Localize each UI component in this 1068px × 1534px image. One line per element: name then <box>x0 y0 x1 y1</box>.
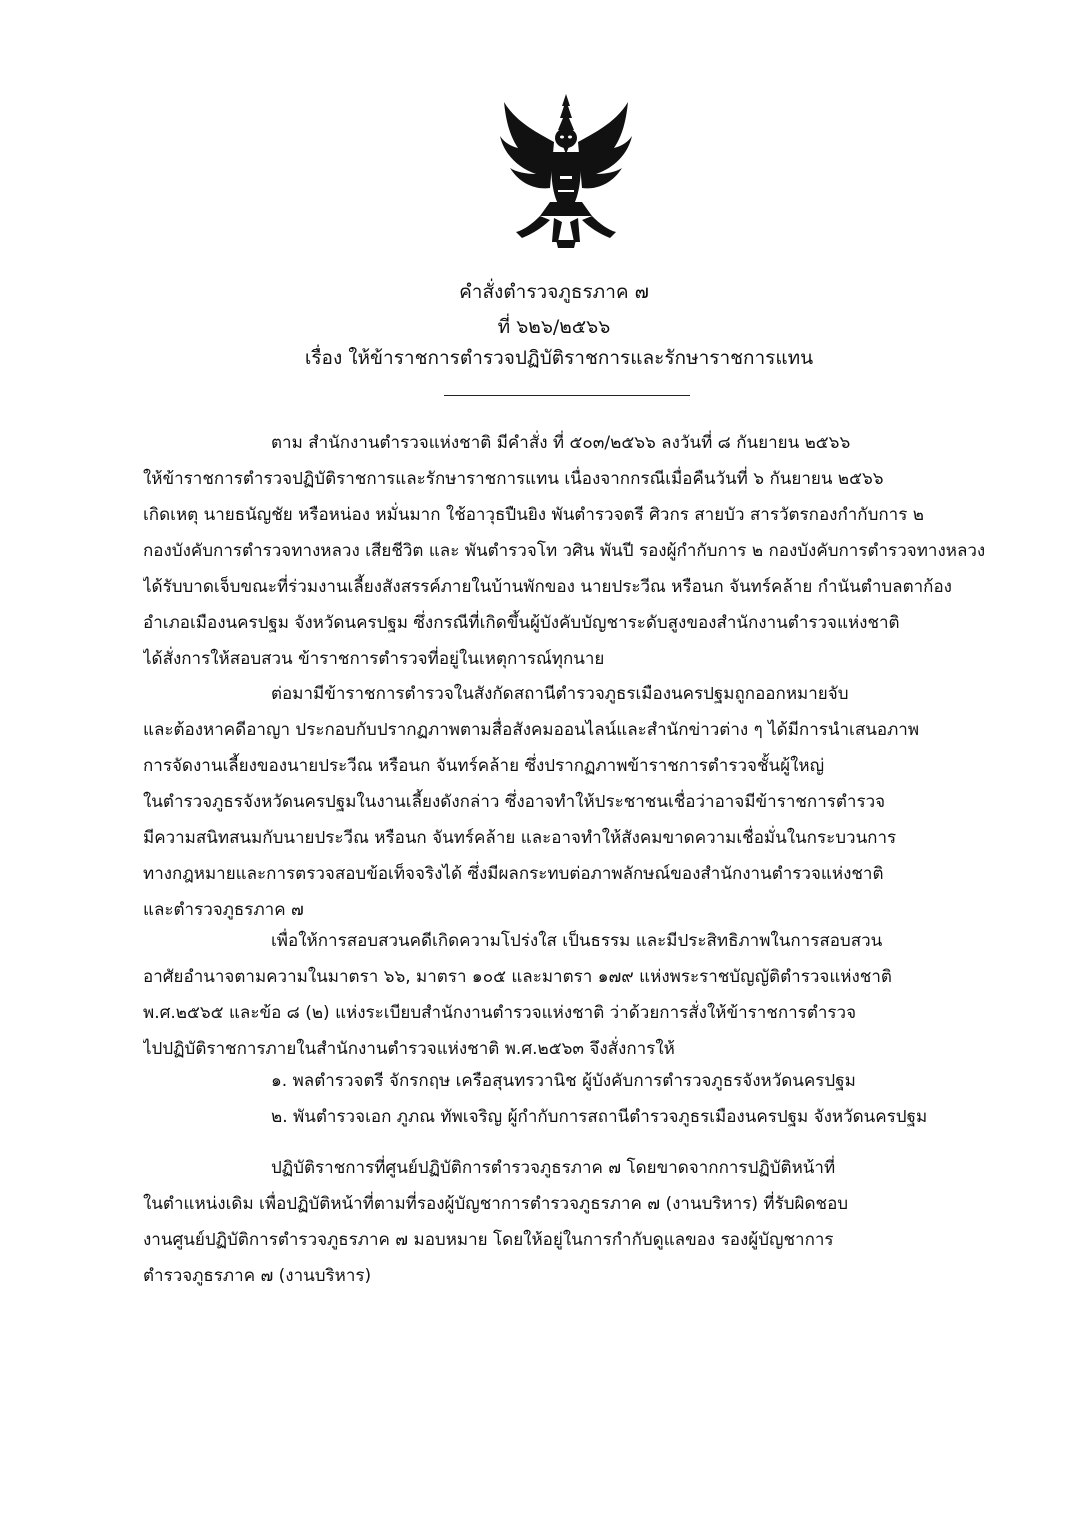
paragraph-line: ในตำรวจภูธรจังหวัดนครปฐมในงานเลี้ยงดังกล่าว ซึ่งอาจทำให้ประชาชนเชื่อว่าอาจมีข้าราชการตำรวจ <box>143 792 886 812</box>
list-item: ๑. พลตำรวจตรี จักรกฤษ เครือสุนทรวานิช ผู้บังคับการตำรวจภูธรจังหวัดนครปฐม <box>271 1071 856 1091</box>
paragraph-line: ไปปฏิบัติราชการภายในสำนักงานตำรวจแห่งชาติ พ.ศ.๒๕๖๓ จึงสั่งการให้ <box>143 1039 675 1059</box>
paragraph-line: พ.ศ.๒๕๖๕ และข้อ ๘ (๒) แห่งระเบียบสำนักงานตำรวจแห่งชาติ ว่าด้วยการสั่งให้ข้าราชการตำรวจ <box>143 1003 857 1023</box>
garuda-emblem-icon <box>496 92 636 250</box>
paragraph-line: การจัดงานเลี้ยงของนายประวีณ หรือนก จันทร์คล้าย ซึ่งปรากฏภาพข้าราชการตำรวจชั้นผู้ใหญ่ <box>143 756 825 776</box>
order-subject: เรื่อง ให้ข้าราชการตำรวจปฏิบัติราชการและรักษาราชการแทน <box>304 347 814 369</box>
paragraph-line: อาศัยอำนาจตามความในมาตรา ๖๖, มาตรา ๑๐๕ และมาตรา ๑๗๙ แห่งพระราชบัญญัติตำรวจแห่งชาติ <box>143 967 892 987</box>
paragraph-line: ได้รับบาดเจ็บขณะที่ร่วมงานเลี้ยงสังสรรค์ภายในบ้านพักของ นายประวีณ หรือนก จันทร์คล้าย กำนันตำบลตาก้อง <box>143 577 952 597</box>
paragraph-line: เกิดเหตุ นายธนัญชัย หรือหน่อง หมั่นมาก ใช้อาวุธปืนยิง พันตำรวจตรี ศิวกร สายบัว สารวัตรกองกำกับการ ๒ <box>143 505 924 525</box>
paragraph-line: และต้องหาคดีอาญา ประกอบกับปรากฏภาพตามสื่อสังคมออนไลน์และสำนักข่าวต่าง ๆ ได้มีการนำเสนอภาพ <box>143 720 920 740</box>
closing-paragraph <box>143 1150 1003 1294</box>
paragraph-line: งานศูนย์ปฏิบัติการตำรวจภูธรภาค ๗ มอบหมาย โดยให้อยู่ในการกำกับดูแลของ รองผู้บัญชาการ <box>143 1230 834 1250</box>
order-title: คำสั่งตำรวจภูธรภาค ๗ <box>459 281 649 303</box>
paragraph-2 <box>143 676 1003 928</box>
paragraph-line: ตาม สำนักงานตำรวจแห่งชาติ มีคำสั่ง ที่ ๕๐๓/๒๕๖๖ ลงวันที่ ๘ กันยายน ๒๕๖๖ <box>271 433 851 453</box>
paragraph-line: ปฏิบัติราชการที่ศูนย์ปฏิบัติการตำรวจภูธรภาค ๗ โดยขาดจากการปฏิบัติหน้าที่ <box>271 1158 836 1178</box>
paragraph-line: ทางกฎหมายและการตรวจสอบข้อเท็จจริงได้ ซึ่งมีผลกระทบต่อภาพลักษณ์ของสำนักงานตำรวจแห่งชาติ <box>143 864 884 884</box>
paragraph-line: มีความสนิทสนมกับนายประวีณ หรือนก จันทร์คล้าย และอาจทำให้สังคมขาดความเชื่อมั่นในกระบวนการ <box>143 828 897 848</box>
paragraph-line: ตำรวจภูธรภาค ๗ (งานบริหาร) <box>143 1266 372 1286</box>
paragraph-line: กองบังคับการตำรวจทางหลวง เสียชีวิต และ พันตำรวจโท วศิน พันปี รองผู้กำกับการ ๒ กองบังคับการตำรวจทางหลวง <box>143 541 986 561</box>
header-divider <box>444 395 690 396</box>
paragraph-3 <box>143 923 1003 1067</box>
paragraph-line: เพื่อให้การสอบสวนคดีเกิดความโปร่งใส เป็นธรรม และมีประสิทธิภาพในการสอบสวน <box>271 931 883 951</box>
list-item: ๒. พันตำรวจเอก ภูภณ ทัพเจริญ ผู้กำกับการสถานีตำรวจภูธรเมืองนครปฐม จังหวัดนครปฐม <box>271 1107 928 1127</box>
paragraph-line: ได้สั่งการให้สอบสวน ข้าราชการตำรวจที่อยู่ในเหตุการณ์ทุกนาย <box>143 649 605 669</box>
paragraph-1 <box>143 425 1003 677</box>
order-number: ที่ ๖๒๖/๒๕๖๖ <box>497 316 611 338</box>
paragraph-line: ในตำแหน่งเดิม เพื่อปฏิบัติหน้าที่ตามที่รองผู้บัญชาการตำรวจภูธรภาค ๗ (งานบริหาร) ที่รับผิดชอบ <box>143 1194 849 1214</box>
paragraph-line: ต่อมามีข้าราชการตำรวจในสังกัดสถานีตำรวจภูธรเมืองนครปฐมถูกออกหมายจับ <box>271 684 849 704</box>
paragraph-line: อำเภอเมืองนครปฐม จังหวัดนครปฐม ซึ่งกรณีที่เกิดขึ้นผู้บังคับบัญชาระดับสูงของสำนักงานตำรวจแห่งชาติ <box>143 613 900 633</box>
officer-list <box>271 1063 1011 1135</box>
paragraph-line: และตำรวจภูธรภาค ๗ <box>143 900 304 920</box>
paragraph-line: ให้ข้าราชการตำรวจปฏิบัติราชการและรักษาราชการแทน เนื่องจากกรณีเมื่อคืนวันที่ ๖ กันยายน ๒๕๖๖ <box>143 469 884 489</box>
